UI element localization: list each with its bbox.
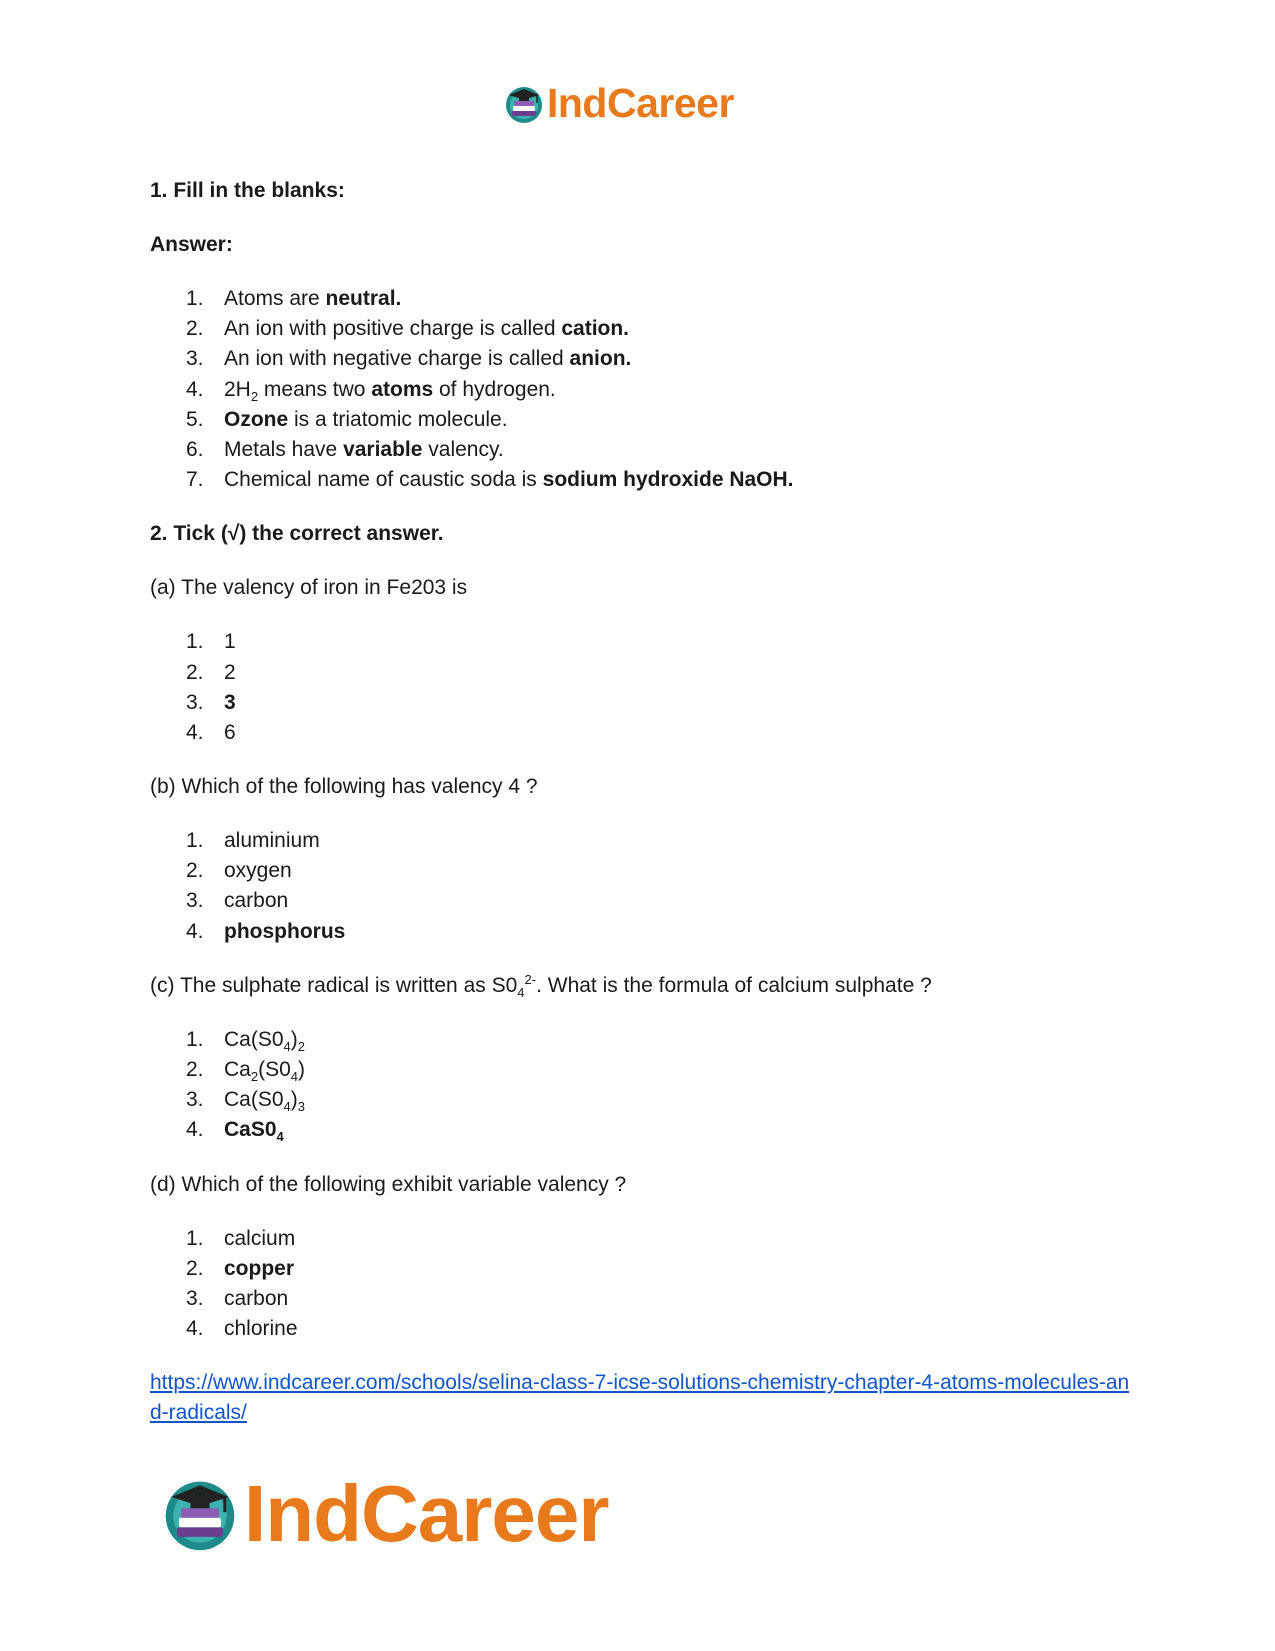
question-c: (c) The sulphate radical is written as $S0_4^{2-}$. What is the formula of calcium sulphate ? [150, 971, 932, 1000]
list-item: 1. aluminium [186, 829, 320, 853]
question-b-options [150, 826, 1140, 947]
list-item: 3. carbon [186, 1286, 289, 1310]
fill-blanks-list [150, 284, 1140, 495]
graduation-cap-books-globe-icon [160, 1474, 240, 1554]
footer-logo [160, 1468, 608, 1560]
list-item: 1. Atoms are neutral. [186, 287, 402, 310]
source-link[interactable]: https://www.indcareer.com/schools/selina-class-7-icse-solutions-chemistry-chapter-4-atoms-molecules-and-radicals/ [150, 1371, 1130, 1425]
question-d-options [150, 1224, 1140, 1345]
question-a: (a) The valency of iron in Fe203 is [150, 576, 468, 600]
list-item: 4. $CaS0_4$ [186, 1118, 284, 1145]
list-item: 4. chlorine [186, 1317, 298, 1341]
list-item: 3. 3 [186, 690, 236, 714]
list-item: 1. $Ca(S0_4)_2$ [186, 1027, 305, 1054]
list-item: 2. 2 [186, 660, 236, 684]
list-item: 3. $Ca(S0_4)_3$ [186, 1088, 305, 1115]
answer-label: Answer: [150, 233, 233, 256]
list-item: 3. An ion with negative charge is called anion. [186, 347, 632, 371]
list-item: 2. $Ca_2(S0_4)$ [186, 1058, 306, 1085]
section1-title: 1. Fill in the blanks: [150, 179, 345, 202]
list-item: 2. oxygen [186, 859, 292, 883]
section2-title: 2. Tick (√) the correct answer. [150, 522, 444, 546]
document-body [150, 176, 1140, 1428]
list-item: 4. phosphorus [186, 919, 346, 943]
list-item: 1. 1 [186, 630, 236, 654]
question-b: (b) Which of the following has valency 4 ? [150, 775, 538, 799]
list-item: 4. 6 [186, 720, 236, 744]
brand-name: IndCareer [547, 80, 734, 126]
list-item: 7. Chemical name of caustic soda is sodium hydroxide NaOH. [186, 468, 794, 492]
list-item: 2. An ion with positive charge is called cation. [186, 317, 630, 341]
list-item: 3. carbon [186, 889, 289, 913]
header-logo [503, 80, 734, 127]
graduation-cap-books-globe-icon [503, 83, 545, 125]
question-c-options [150, 1025, 1140, 1146]
list-item: 1. calcium [186, 1226, 296, 1250]
list-item: 6. Metals have variable valency. [186, 437, 504, 461]
list-item: 5. Ozone is a triatomic molecule. [186, 407, 508, 431]
brand-name: IndCareer [244, 1469, 609, 1558]
list-item: 2. copper [186, 1256, 295, 1280]
question-d: (d) Which of the following exhibit variable valency ? [150, 1172, 627, 1196]
list-item: 4. $2H_2$ means two atoms of hydrogen. [186, 377, 556, 404]
question-a-options [150, 627, 1140, 748]
